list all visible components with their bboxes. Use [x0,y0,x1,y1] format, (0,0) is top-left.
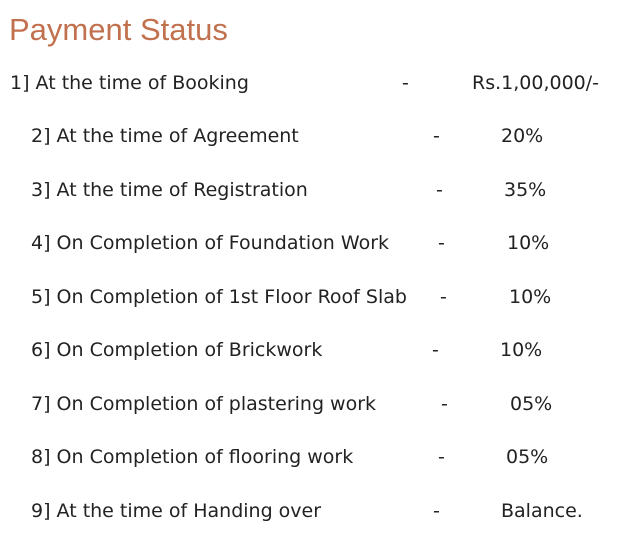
payment-value: 10% [509,286,552,308]
payment-label: 1] At the time of Booking [10,72,249,94]
payment-row [0,496,617,526]
payment-label: 6] On Completion of Brickwork [31,339,323,361]
payment-row [0,335,617,365]
payment-dash: - [432,339,439,361]
payment-dash: - [438,446,445,468]
payment-dash: - [402,72,409,94]
payment-dash: - [436,179,443,201]
payment-row [0,282,617,312]
payment-value: 10% [500,339,543,361]
payment-row [0,68,617,98]
payment-label: 3] At the time of Registration [31,179,308,201]
payment-row [0,442,617,472]
payment-label: 5] On Completion of 1st Floor Roof Slab [31,286,407,308]
payment-row [0,228,617,258]
payment-label: 4] On Completion of Foundation Work [31,232,390,254]
payment-value: 05% [510,393,553,415]
payment-row [0,389,617,419]
payment-value: 05% [506,446,549,468]
payment-dash: - [433,125,440,147]
payment-row [0,175,617,205]
payment-label: 8] On Completion of flooring work [31,446,354,468]
payment-dash: - [438,232,445,254]
payment-value: Balance. [501,500,583,522]
payment-value: 35% [504,179,547,201]
payment-label: 7] On Completion of plastering work [31,393,377,415]
page-title: Payment Status [9,12,228,47]
payment-label: 9] At the time of Handing over [31,500,322,522]
payment-value: Rs.1,00,000/- [472,72,600,94]
payment-dash: - [441,393,448,415]
payment-value: 20% [501,125,544,147]
payment-label: 2] At the time of Agreement [31,125,299,147]
payment-dash: - [440,286,447,308]
payment-value: 10% [507,232,550,254]
payment-dash: - [433,500,440,522]
payment-row [0,121,617,151]
